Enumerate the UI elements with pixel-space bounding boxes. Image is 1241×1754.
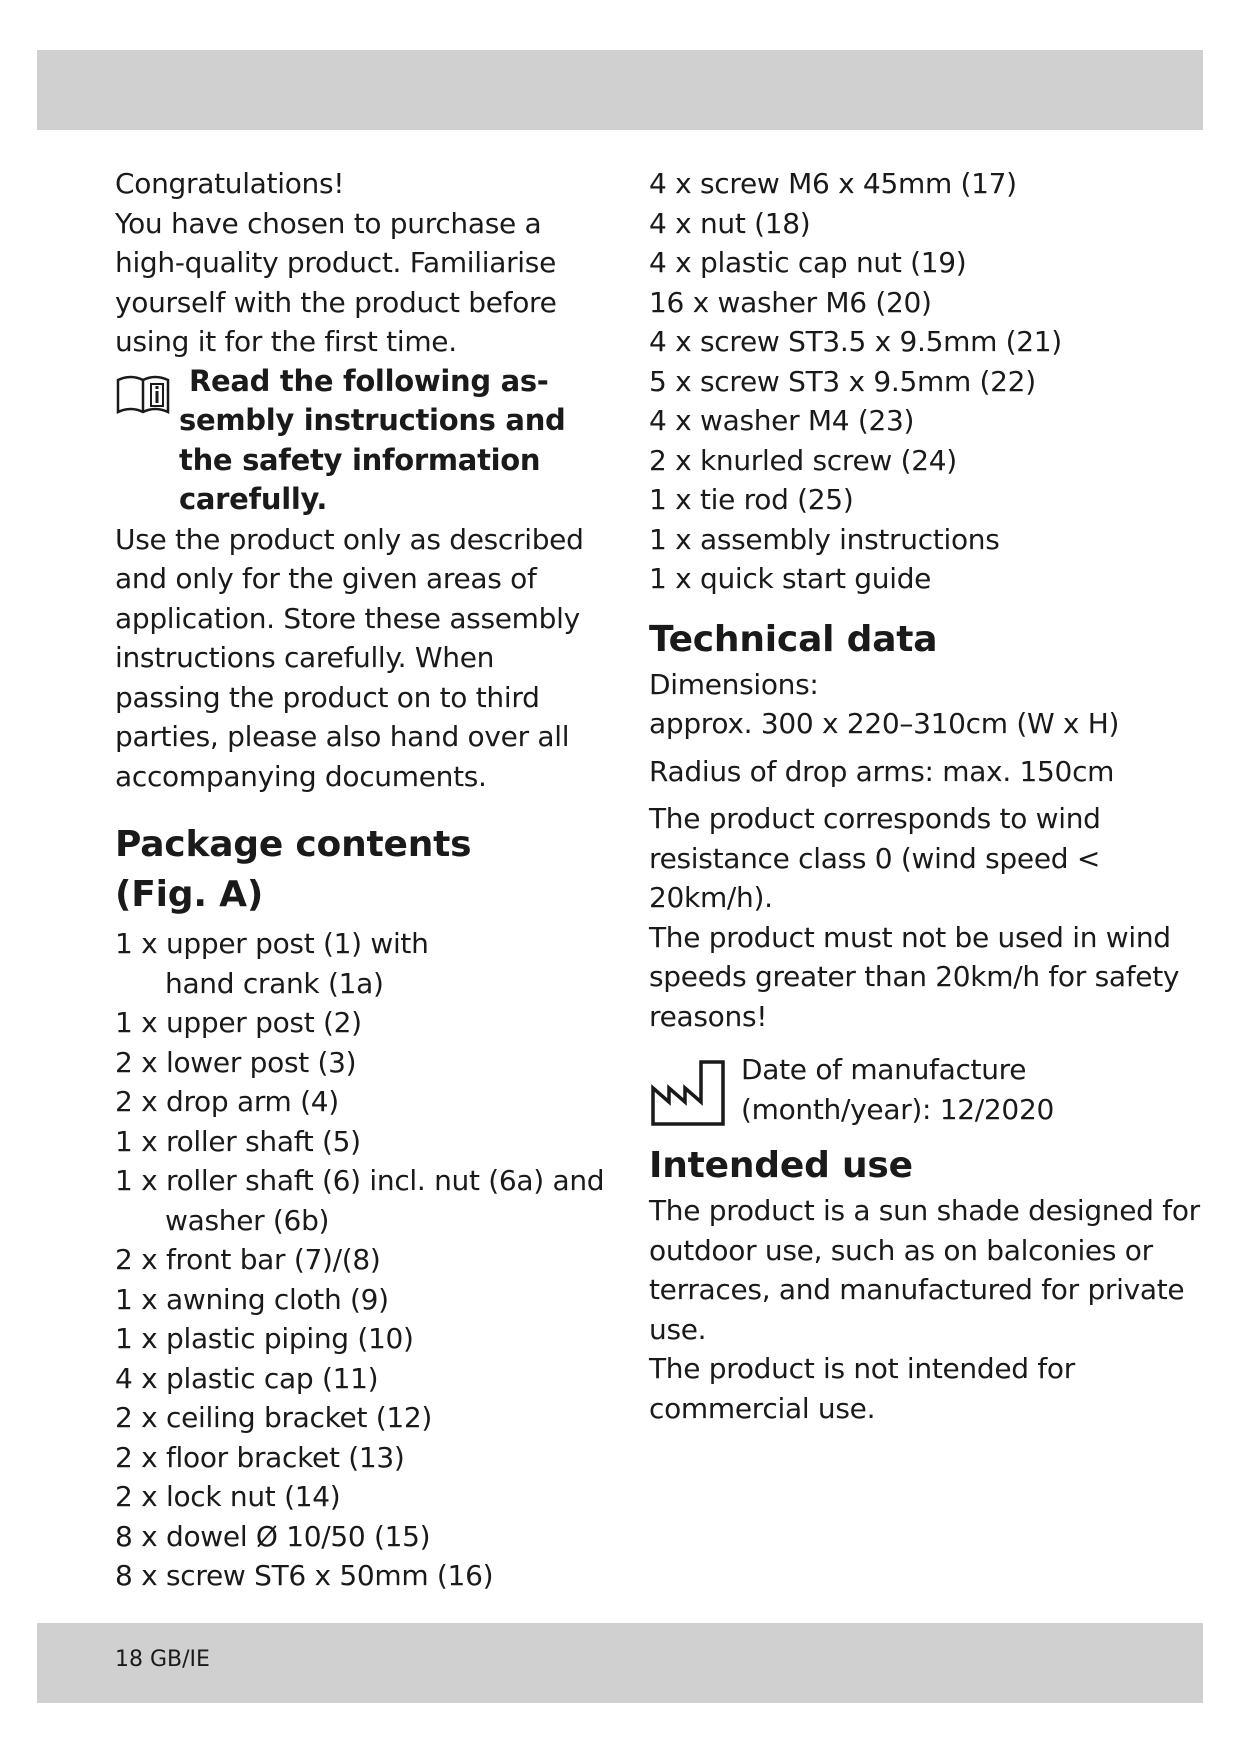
header-band	[37, 50, 1203, 130]
package-list-part2	[649, 164, 1209, 599]
list-item: 8 x dowel Ø 10/50 (15)	[115, 1519, 431, 1553]
list-item: 1 x roller shaft (6) incl. nut (6a) and	[115, 1164, 605, 1197]
technical-data-heading: Technical data	[649, 618, 938, 660]
dimensions-label: Dimensions:	[649, 667, 819, 701]
notice-line: the safety information	[179, 442, 541, 477]
package-list-part1	[115, 924, 605, 1596]
list-item: 2 x front bar (7)/(8)	[115, 1243, 381, 1276]
intended-use-heading: Intended use	[649, 1145, 913, 1186]
list-item: 5 x screw ST3 x 9.5mm (22)	[649, 364, 1036, 398]
wind-class-text: The product corresponds to wind resistance class 0 (wind speed < 20km/h).	[649, 802, 1101, 914]
list-item: 1 x tie rod (25)	[649, 483, 854, 516]
package-heading-line2: (Fig. A)	[115, 874, 264, 915]
wind-warning-text: The product must not be used in wind speeds greater than 20km/h for safety reasons!	[649, 920, 1180, 1033]
right-column	[649, 164, 1209, 1428]
intended-use-text: The product is a sun shade designed for outdoor use, such as on balconies or terraces, and manufactured for private use.	[649, 1194, 1200, 1346]
list-item: 1 x awning cloth (9)	[115, 1282, 389, 1316]
list-item-continuation: washer (6b)	[165, 1203, 330, 1237]
list-item: 1 x plastic piping (10)	[115, 1322, 414, 1355]
usage-text: Use the product only as described and only for the given areas of application. Store these assembly instructions carefully. When passing the product on to third parties, please also hand over all accompanying documents.	[115, 522, 584, 793]
notice-line: carefully.	[179, 482, 328, 516]
left-column	[115, 164, 605, 1596]
list-item: 4 x screw ST3.5 x 9.5mm (21)	[649, 325, 1062, 358]
list-item	[115, 964, 605, 1004]
notice-line: Read the following as-	[189, 363, 549, 398]
notice-line: sembly instructions and	[179, 403, 566, 437]
list-item: 1 x upper post (1) with	[115, 927, 429, 960]
dimensions-value: approx. 300 x 220–310cm (W x H)	[649, 707, 1120, 740]
manufacture-line: (month/year): 12/2020	[741, 1092, 1054, 1126]
list-item: 1 x roller shaft (5)	[115, 1124, 361, 1158]
list-item: 4 x plastic cap nut (19)	[649, 246, 967, 279]
footer-band	[37, 1623, 1203, 1703]
list-item: 2 x ceiling bracket (12)	[115, 1401, 433, 1434]
drop-arm-radius: Radius of drop arms: max. 150cm	[649, 754, 1115, 788]
list-item: 2 x floor bracket (13)	[115, 1440, 405, 1474]
list-item: 1 x quick start guide	[649, 562, 932, 595]
list-item: 4 x washer M4 (23)	[649, 404, 915, 437]
factory-icon	[649, 1058, 727, 1128]
list-item: 2 x lock nut (14)	[115, 1480, 341, 1513]
list-item: 4 x plastic cap (11)	[115, 1361, 379, 1395]
list-item: 2 x knurled screw (24)	[649, 443, 957, 477]
greeting: Congratulations!	[115, 167, 345, 200]
list-item: 4 x screw M6 x 45mm (17)	[649, 167, 1017, 200]
intended-use-text: The product is not intended for commercial use.	[649, 1352, 1075, 1425]
list-item: 1 x upper post (2)	[115, 1006, 362, 1039]
list-item-continuation: hand crank (1a)	[165, 966, 384, 1000]
read-manual-icon	[115, 372, 171, 416]
list-item: 2 x drop arm (4)	[115, 1085, 339, 1118]
list-item: 2 x lower post (3)	[115, 1045, 357, 1079]
list-item: 4 x nut (18)	[649, 206, 811, 240]
package-contents-heading	[115, 820, 605, 920]
list-item: 8 x screw ST6 x 50mm (16)	[115, 1559, 494, 1592]
manufacture-date	[649, 1050, 1209, 1129]
intro-text: You have chosen to purchase a high-quality product. Familiarise yourself with the product before using it for the first time.	[115, 206, 557, 358]
page-number: 18 GB/IE	[115, 1647, 210, 1672]
list-item: 1 x assembly instructions	[649, 522, 1000, 556]
manufacture-line: Date of manufacture	[741, 1053, 1027, 1086]
package-heading-line1: Package contents	[115, 824, 472, 865]
list-item: 16 x washer M6 (20)	[649, 285, 932, 319]
safety-notice	[115, 362, 605, 520]
list-item	[115, 1201, 605, 1241]
